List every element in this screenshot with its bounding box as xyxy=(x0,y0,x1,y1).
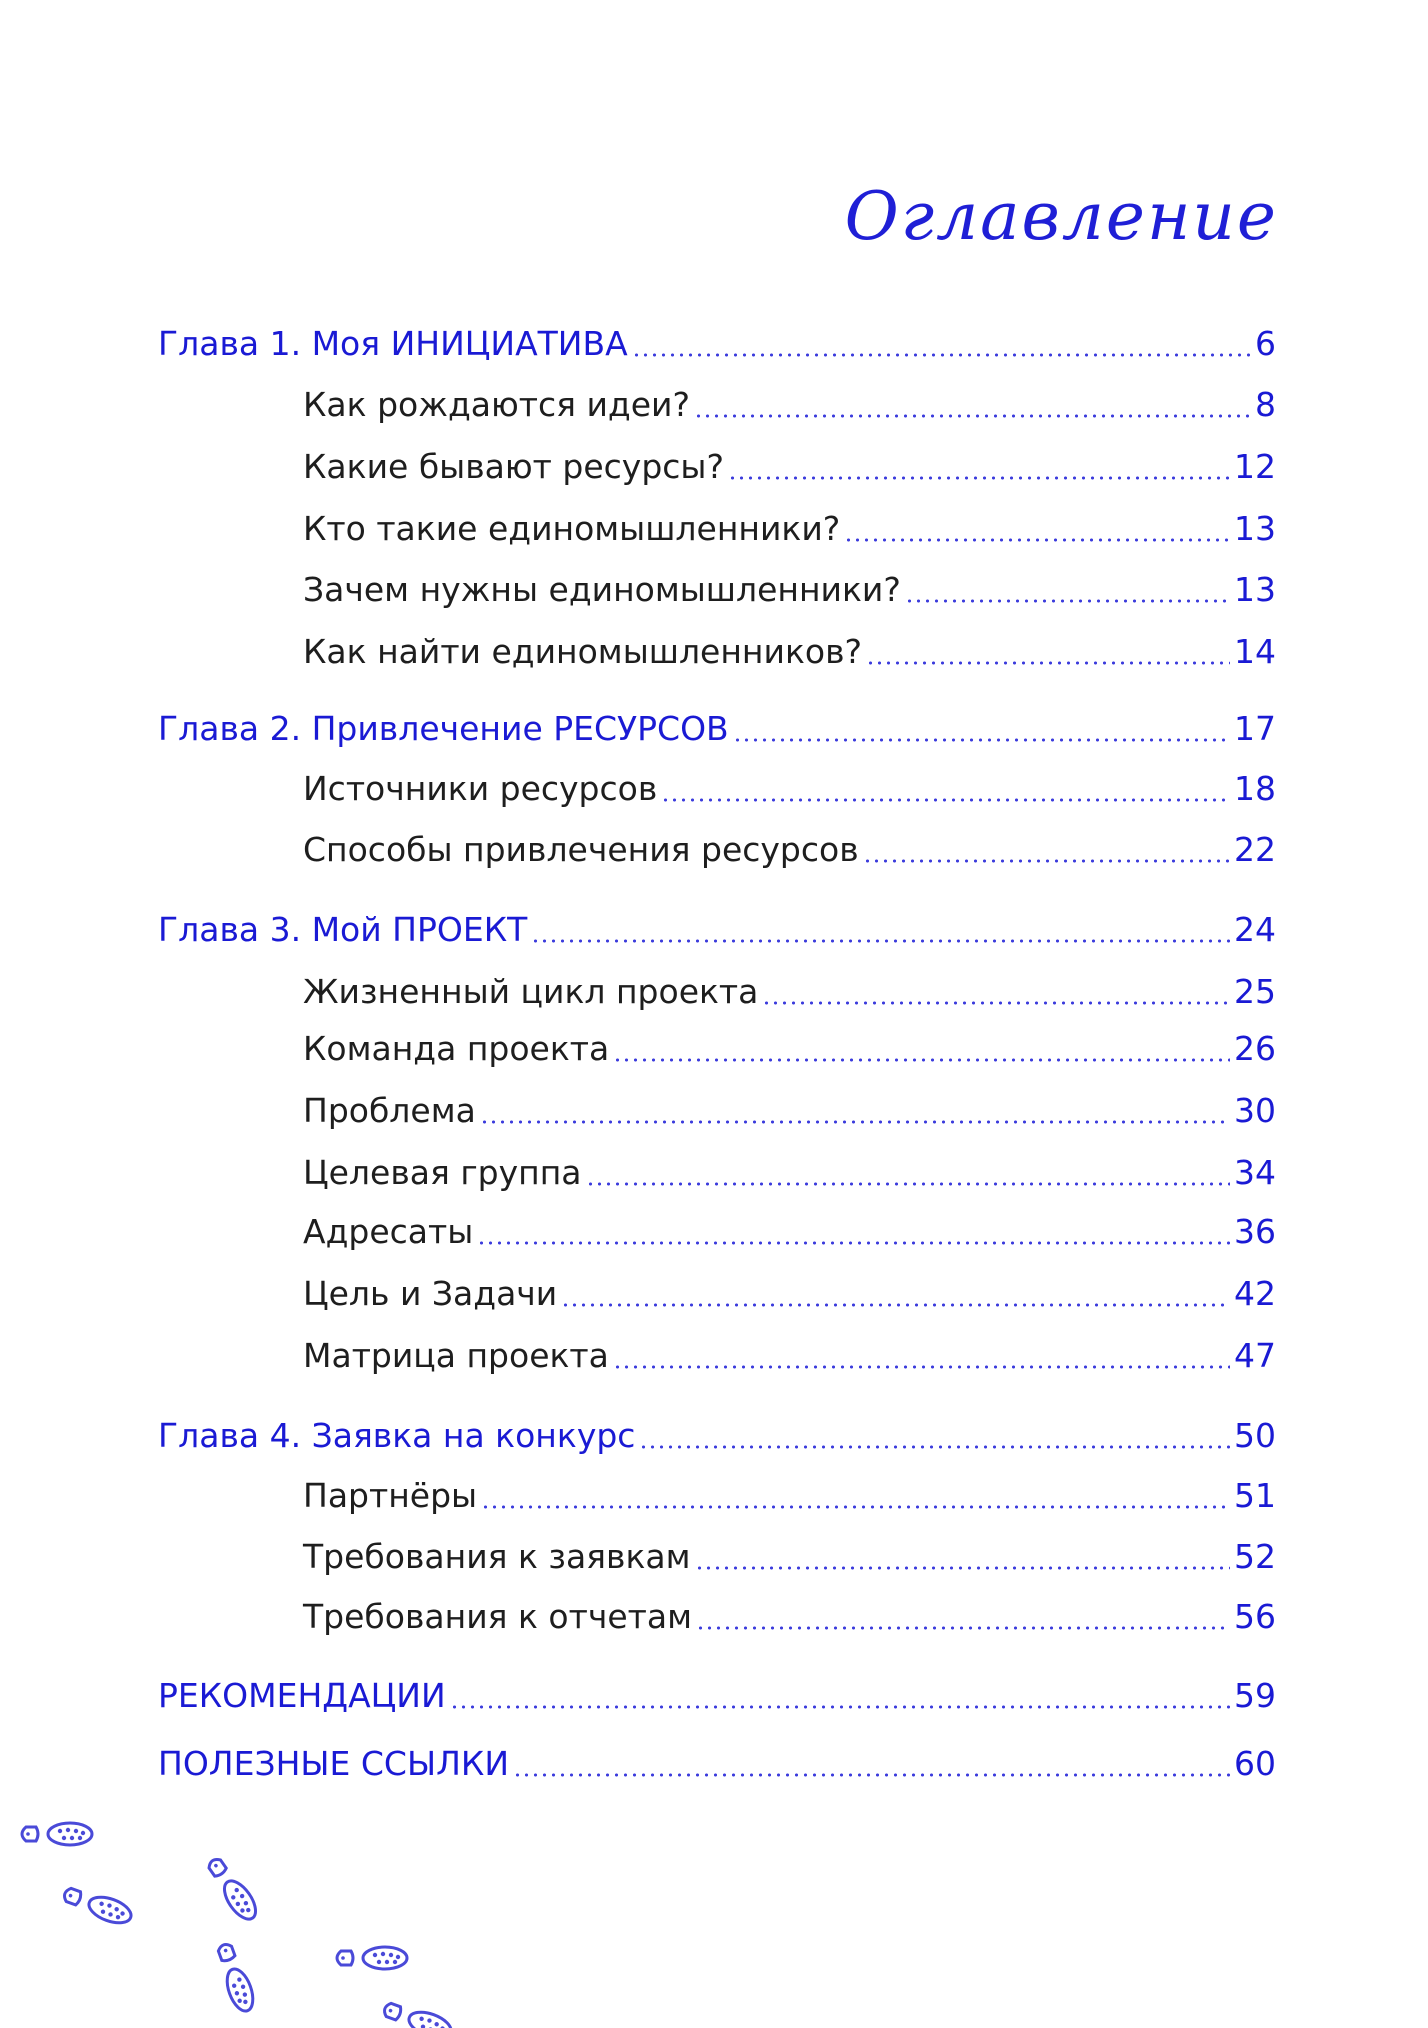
dot-leader xyxy=(477,1241,1230,1245)
toc-chapter-4[interactable] xyxy=(158,1410,1276,1458)
toc-section[interactable] xyxy=(303,1085,1276,1133)
toc-section[interactable] xyxy=(303,824,1276,872)
toc-label: Какие бывают ресурсы? xyxy=(303,447,724,486)
toc-section[interactable] xyxy=(303,1330,1276,1378)
toc-label: Партнёры xyxy=(303,1476,478,1515)
dot-leader xyxy=(480,1120,1230,1124)
dot-leader xyxy=(450,1705,1230,1709)
toc-label: Глава 1. Моя ИНИЦИАТИВА xyxy=(158,324,628,363)
toc-section[interactable] xyxy=(303,441,1276,489)
toc-useful-links[interactable] xyxy=(158,1738,1276,1786)
dot-leader xyxy=(694,414,1251,418)
toc-page-number: 22 xyxy=(1234,830,1276,869)
toc-page-number: 6 xyxy=(1255,324,1276,363)
toc-page-number: 24 xyxy=(1234,910,1276,949)
toc-label: Как рождаются идеи? xyxy=(303,385,690,424)
toc-page-number: 13 xyxy=(1234,570,1276,609)
toc-section[interactable] xyxy=(303,1023,1276,1071)
dot-leader xyxy=(481,1505,1230,1509)
toc-chapter-2[interactable] xyxy=(158,703,1276,751)
dot-leader xyxy=(844,538,1230,542)
toc-page-number: 18 xyxy=(1234,769,1276,808)
toc-label: Матрица проекта xyxy=(303,1336,609,1375)
dot-leader xyxy=(613,1365,1230,1369)
toc-page-number: 26 xyxy=(1234,1029,1276,1068)
toc-page-number: 47 xyxy=(1234,1336,1276,1375)
toc-chapter-1[interactable] xyxy=(158,318,1276,366)
dot-leader xyxy=(586,1182,1230,1186)
toc-label: Глава 2. Привлечение РЕСУРСОВ xyxy=(158,709,729,748)
toc-section[interactable] xyxy=(303,1206,1276,1254)
dot-leader xyxy=(863,859,1230,863)
toc-label: Цель и Задачи xyxy=(303,1274,558,1313)
toc-page-number: 13 xyxy=(1234,509,1276,548)
toc-section[interactable] xyxy=(303,1591,1276,1639)
toc-label: Источники ресурсов xyxy=(303,769,658,808)
toc-section[interactable] xyxy=(303,1147,1276,1195)
dot-leader xyxy=(762,1001,1230,1005)
toc-section[interactable] xyxy=(303,1470,1276,1518)
toc-section[interactable] xyxy=(303,966,1276,1014)
dot-leader xyxy=(905,599,1230,603)
dot-leader xyxy=(561,1303,1230,1307)
toc-section[interactable] xyxy=(303,626,1276,674)
dot-leader xyxy=(531,939,1230,943)
toc-page-number: 14 xyxy=(1234,632,1276,671)
toc-label: Глава 3. Мой ПРОЕКТ xyxy=(158,910,528,949)
toc-page-number: 59 xyxy=(1234,1676,1276,1715)
toc-page-number: 51 xyxy=(1234,1476,1276,1515)
footprints-icon xyxy=(0,1800,520,2028)
toc-page-number: 25 xyxy=(1234,972,1276,1011)
toc-page-number: 52 xyxy=(1234,1537,1276,1576)
dot-leader xyxy=(513,1773,1230,1777)
toc-section[interactable] xyxy=(303,503,1276,551)
toc-label: Кто такие единомышленники? xyxy=(303,509,841,548)
toc-section[interactable] xyxy=(303,1268,1276,1316)
toc-section[interactable] xyxy=(303,564,1276,612)
dot-leader xyxy=(613,1058,1230,1062)
dot-leader xyxy=(661,798,1230,802)
toc-page-number: 12 xyxy=(1234,447,1276,486)
dot-leader xyxy=(728,476,1230,480)
dot-leader xyxy=(639,1445,1230,1449)
toc-page-number: 56 xyxy=(1234,1597,1276,1636)
toc-label: Адресаты xyxy=(303,1212,474,1251)
toc-page-number: 34 xyxy=(1234,1153,1276,1192)
toc-chapter-3[interactable] xyxy=(158,904,1276,952)
dot-leader xyxy=(696,1626,1230,1630)
toc-section[interactable] xyxy=(303,763,1276,811)
toc-label: Проблема xyxy=(303,1091,476,1130)
toc-label: Глава 4. Заявка на конкурс xyxy=(158,1416,636,1455)
toc-recommendations[interactable] xyxy=(158,1670,1276,1718)
toc-label: Как найти единомышленников? xyxy=(303,632,863,671)
dot-leader xyxy=(695,1566,1230,1570)
toc-page-number: 60 xyxy=(1234,1744,1276,1783)
toc-label: Требования к заявкам xyxy=(303,1537,691,1576)
toc-label: Зачем нужны единомышленники? xyxy=(303,570,901,609)
toc-label: ПОЛЕЗНЫЕ ССЫЛКИ xyxy=(158,1744,510,1783)
toc-label: Жизненный цикл проекта xyxy=(303,972,759,1011)
toc-page-number: 17 xyxy=(1234,709,1276,748)
dot-leader xyxy=(733,738,1230,742)
toc-page-number: 30 xyxy=(1234,1091,1276,1130)
toc-section[interactable] xyxy=(303,379,1276,427)
page-title: Оглавление xyxy=(844,178,1278,255)
toc-section[interactable] xyxy=(303,1531,1276,1579)
toc-page-number: 36 xyxy=(1234,1212,1276,1251)
dot-leader xyxy=(632,353,1251,357)
toc-page-number: 42 xyxy=(1234,1274,1276,1313)
toc-page-number: 8 xyxy=(1255,385,1276,424)
toc-page-number: 50 xyxy=(1234,1416,1276,1455)
toc-label: Способы привлечения ресурсов xyxy=(303,830,859,869)
toc-label: РЕКОМЕНДАЦИИ xyxy=(158,1676,446,1715)
toc-label: Команда проекта xyxy=(303,1029,610,1068)
dot-leader xyxy=(866,661,1230,665)
toc-label: Требования к отчетам xyxy=(303,1597,692,1636)
toc-label: Целевая группа xyxy=(303,1153,582,1192)
